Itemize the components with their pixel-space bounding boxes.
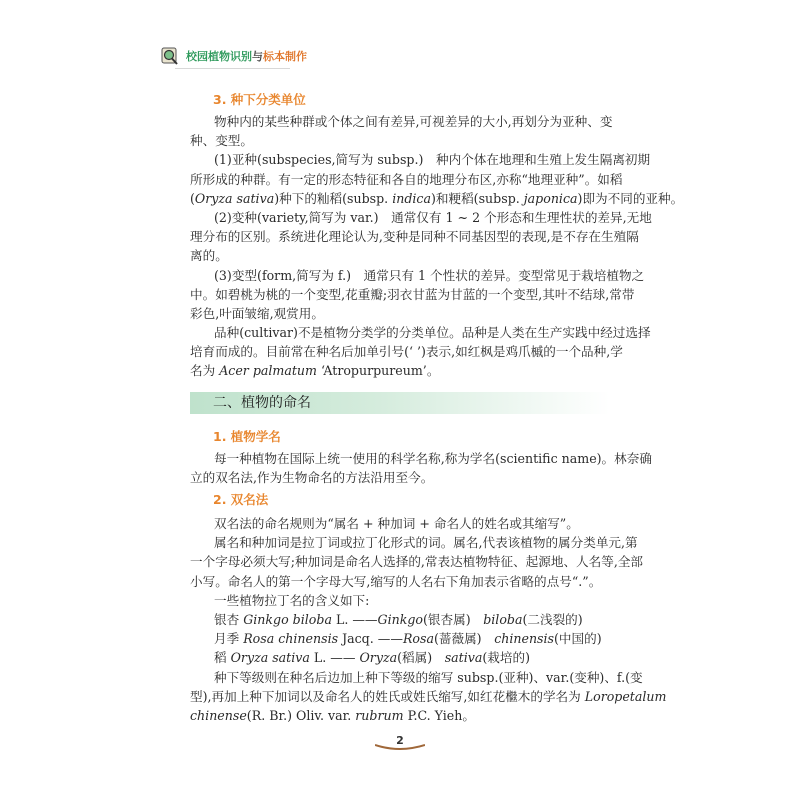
text-run: 物种内的某些种群或个体之间有差异,可视差异的大小,再划分为亚种、变: [214, 114, 613, 129]
text-line: [190, 449, 652, 468]
text-run: 一些植物拉丁名的含义如下:: [214, 592, 370, 608]
text-line: [190, 227, 639, 246]
text-run: (栽培的): [482, 650, 530, 666]
text-run: 培育而成的。目前常在种名后加单引号(‘ ’)表示,如红枫是鸡爪槭的一个品种,学: [190, 344, 623, 360]
text-run: ‘Atropurpureum’。: [317, 363, 440, 379]
text-run: )和粳稻(subsp.: [430, 190, 524, 206]
text-run: (: [190, 190, 195, 206]
text-line: [190, 706, 610, 725]
text-run: Jacq. ——: [338, 631, 403, 647]
text-run: 名为: [190, 363, 220, 379]
latin-name: Oryza: [359, 650, 398, 666]
book-title: [186, 48, 307, 64]
latin-name: Rosa chinensis: [243, 631, 339, 647]
text-run: (R. Br.) Oliv. var.: [246, 707, 356, 723]
latin-name: Acer palmatum: [219, 363, 317, 379]
text-run: 一个字母必须大写;种加词是命名人选择的,常表达植物特征、起源地、人名等,全部: [190, 554, 644, 570]
text-line: [190, 629, 610, 648]
text-run: 立的双名法,作为生物命名的方法沿用至今。: [190, 469, 434, 485]
latin-name: Rosa: [402, 631, 434, 647]
text-line: [190, 687, 667, 706]
text-run: 所形成的种群。有一定的形态特征和各自的地理分布区,亦称“地理亚种”。如稻: [190, 171, 623, 187]
latin-name: Oryza sativa: [194, 190, 275, 206]
text-line: [190, 304, 610, 323]
text-run: 型),再加上种下加词以及命名人的姓氏或姓氏缩写,如红花檵木的学名为: [190, 688, 585, 704]
text-line: [190, 323, 651, 342]
text-line: [190, 572, 610, 591]
latin-name: biloba: [483, 611, 523, 627]
text-run: 离的。: [190, 248, 228, 264]
text-run: (银杏属): [423, 611, 484, 627]
text-line: [190, 170, 623, 189]
text-run: L. ——: [309, 650, 360, 666]
text-line: [190, 514, 610, 533]
text-run: 彩色,叶面皱缩,观赏用。: [190, 305, 324, 321]
latin-name: Ginkgo biloba: [243, 611, 332, 627]
text-line: [190, 591, 610, 610]
text-run: 银杏: [214, 611, 244, 627]
text-line: [190, 533, 638, 552]
paragraph-block: [190, 449, 652, 487]
text-run: 双名法的命名规则为“属名 + 种加词 + 命名人的姓名或其缩写”。: [214, 516, 579, 531]
text-run: 理分布的区别。系统进化理论认为,变种是同种不同基因型的表现,是不存在生殖隔: [190, 229, 639, 245]
text-line: [190, 552, 644, 571]
text-run: 属名和种加词是拉丁词或拉丁化形式的词。属名,代表该植物的属分类单元,第: [214, 535, 638, 551]
text-run: 小写。命名人的第一个字母大写,缩写的人名右下角加表示省略的点号“.”。: [190, 573, 602, 589]
subsection-heading: 1. 植物学名: [213, 428, 281, 444]
magnifier-leaf-icon: [160, 46, 180, 66]
latin-name: Loropetalum: [584, 688, 667, 704]
text-run: 稻: [214, 650, 231, 666]
text-line: [190, 112, 613, 131]
text-run: 月季: [214, 631, 244, 647]
text-line: [190, 208, 652, 227]
header-rule: [175, 68, 290, 69]
running-header: [160, 44, 307, 68]
text-run: (稻属): [397, 650, 445, 666]
text-line: [190, 468, 610, 487]
text-line: [190, 266, 645, 285]
text-line: [190, 285, 635, 304]
text-run: (3)变型(form,简写为 f.) 通常只有 1 个性状的差异。变型常见于栽培植物之: [214, 267, 645, 283]
text-run: 每一种植物在国际上统一使用的科学名称,称为学名(scientific name)。林奈确: [214, 450, 652, 466]
subsection-heading: 2. 双名法: [213, 492, 269, 507]
latin-name: japonica: [523, 190, 578, 206]
text-run: (蔷薇属): [433, 631, 495, 647]
text-line: [190, 361, 610, 380]
page-body: [190, 90, 684, 725]
section-heading-band: 二、植物的命名: [190, 392, 610, 414]
latin-name: chinense: [190, 707, 247, 723]
text-run: )即为不同的亚种。: [577, 190, 684, 206]
text-run: )种下的籼稻(subsp.: [274, 190, 393, 206]
text-line: [190, 246, 610, 265]
text-run: (2)变种(variety,简写为 var.) 通常仅有 1 ~ 2 个形态和生理性状的差异,无地: [214, 209, 652, 225]
book-title-part1: 校园植物识别: [186, 50, 252, 63]
latin-name: indica: [392, 190, 431, 206]
text-run: 品种(cultivar)不是植物分类学的分类单位。品种是人类在生产实践中经过选择: [214, 325, 651, 341]
paragraph-block: [190, 112, 684, 381]
text-line: [190, 610, 610, 629]
text-run: 中。如碧桃为桃的一个变型,花重瓣;羽衣甘蓝为甘蓝的一个变型,其叶不结球,常带: [190, 286, 635, 302]
text-run: (1)亚种(subspecies,简写为 subsp.) 种内个体在地理和生殖上发生隔离初期: [214, 152, 651, 168]
page-number-ornament: [375, 744, 425, 752]
text-line: [190, 189, 684, 208]
latin-name: rubrum: [355, 707, 404, 723]
text-line: [190, 131, 610, 150]
text-line: [190, 342, 623, 361]
text-run: P.C. Yieh。: [403, 707, 475, 723]
text-run: 种、变型。: [190, 133, 253, 149]
latin-name: chinensis: [494, 631, 555, 647]
text-run: (二浅裂的): [522, 611, 583, 627]
paragraph-block: [190, 514, 667, 725]
latin-name: Oryza sativa: [230, 650, 310, 666]
page-number: 2: [396, 734, 404, 747]
book-title-part2: 与: [252, 50, 263, 63]
text-line: [190, 648, 610, 667]
text-run: (中国的): [554, 631, 602, 647]
latin-name: sativa: [444, 650, 483, 666]
text-line: [190, 150, 651, 169]
book-title-part3: 标本制作: [263, 50, 307, 63]
text-line: [190, 668, 643, 687]
subsection-heading: 3. 种下分类单位: [213, 92, 306, 107]
text-run: L. ——: [331, 611, 378, 627]
text-run: 种下等级则在种名后边加上种下等级的缩写 subsp.(亚种)、var.(变种)、f.(变: [214, 669, 643, 685]
latin-name: Ginkgo: [377, 611, 423, 627]
